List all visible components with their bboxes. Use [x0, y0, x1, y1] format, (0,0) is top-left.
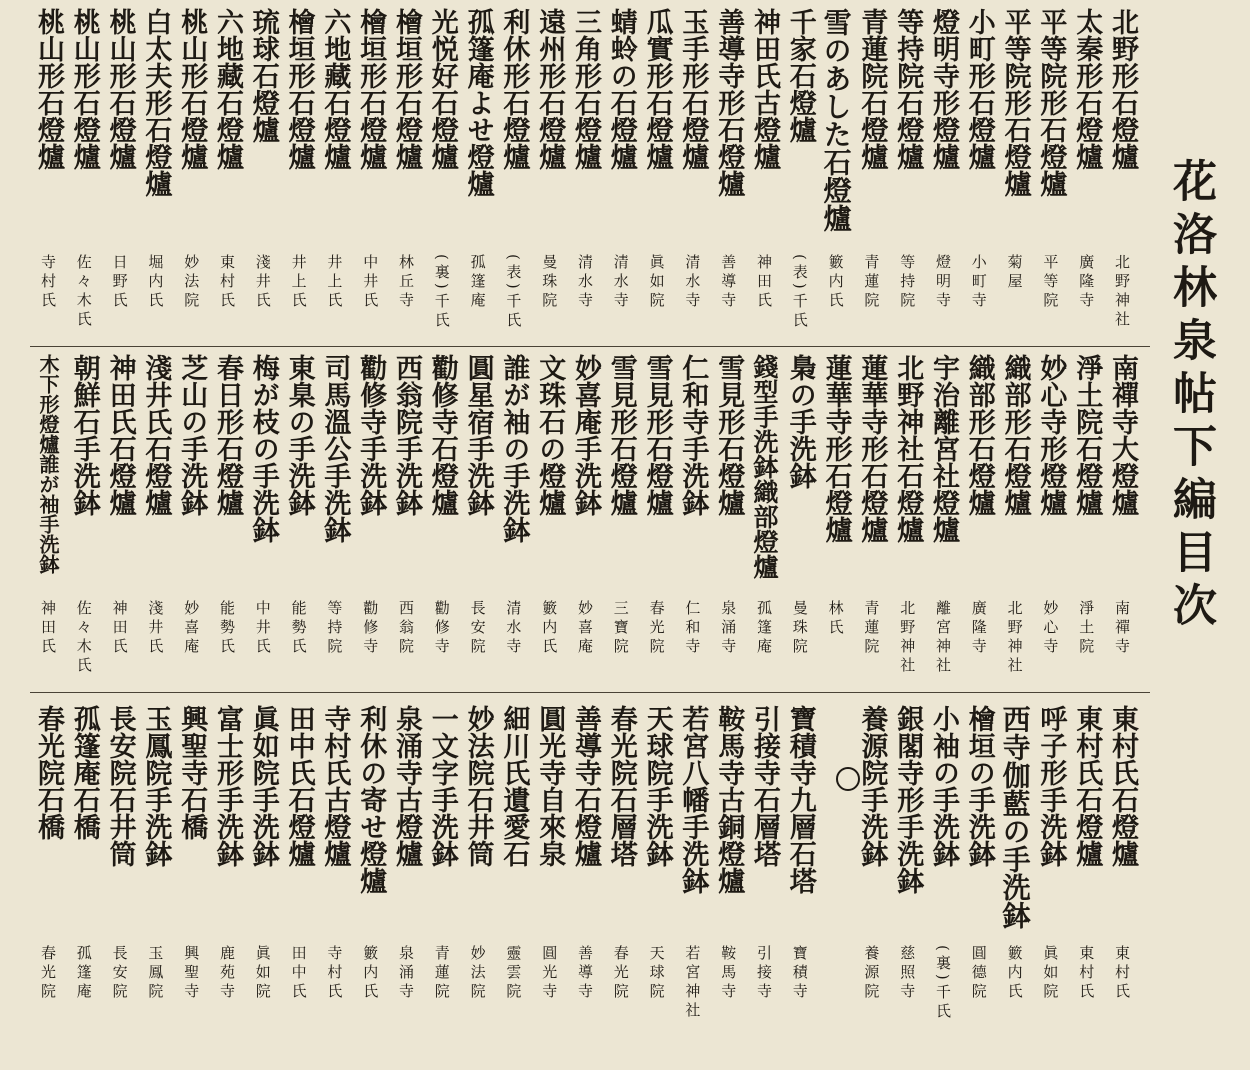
- entry-owner: 林丘寺: [397, 254, 415, 311]
- entry-title: 織部形石燈爐: [999, 354, 1031, 516]
- toc-entry: [137, 354, 173, 686]
- toc-entry: [818, 8, 854, 340]
- entry-title: 東村氏石燈爐: [1107, 705, 1138, 867]
- entry-owner: 勸修寺: [361, 600, 380, 657]
- toc-entry: [531, 705, 567, 1045]
- toc-entry: [531, 354, 567, 686]
- toc-entry: [66, 8, 102, 340]
- toc-entry: [209, 8, 245, 340]
- toc-entry: [281, 705, 317, 1045]
- entry-title: 神田氏石燈爐: [104, 354, 136, 516]
- entry-owner: 春光院: [611, 945, 630, 1002]
- entry-title: 青蓮院石燈爐: [856, 8, 888, 170]
- toc-entry: [424, 8, 460, 340]
- toc-entry: [889, 705, 925, 1045]
- toc-entry: [173, 8, 209, 340]
- toc-entry: [1104, 354, 1140, 686]
- divider-rule: [30, 692, 1150, 693]
- entry-owner: 寺村氏: [325, 945, 344, 1002]
- entry-title: 遠州形石燈爐: [534, 8, 566, 170]
- entry-owner: 泉涌寺: [719, 600, 738, 657]
- entry-title: 春日形石燈爐: [212, 354, 243, 516]
- entry-owner: 中井氏: [361, 254, 380, 311]
- entry-owner: 廣隆寺: [1077, 254, 1096, 311]
- entry-title: 平等院形石燈爐: [999, 8, 1031, 197]
- entry-owner: 北野神社: [898, 600, 917, 676]
- entry-title: 六地藏石燈爐: [212, 8, 243, 170]
- entry-owner: 眞如院: [647, 254, 666, 311]
- entry-owner: 曼珠院: [790, 600, 809, 657]
- entry-owner: 圓德院: [969, 945, 988, 1002]
- toc-entry: [567, 8, 603, 340]
- entry-owner: 妙喜庵: [576, 600, 594, 657]
- entry-title: 寶積寺九層石塔: [784, 705, 816, 894]
- toc-entry: [352, 354, 388, 686]
- entry-owner: 慈照寺: [898, 945, 917, 1002]
- entry-owner: 井上氏: [289, 254, 308, 311]
- entry-owner: 籔内氏: [540, 600, 559, 657]
- entry-owner: 神田氏: [39, 600, 57, 657]
- entry-title: 圓光寺自來泉: [534, 705, 566, 867]
- entry-title: 西寺伽藍の手洗鉢: [998, 705, 1032, 929]
- toc-entry: [639, 8, 675, 340]
- entry-title: 宇治離宮社燈爐: [928, 354, 959, 543]
- entry-owner: 泉涌寺: [397, 945, 415, 1002]
- toc-entry: [388, 354, 424, 686]
- entry-owner: 田中氏: [289, 945, 308, 1002]
- toc-entry: [746, 705, 782, 1045]
- entry-title: 檜垣形石燈爐: [391, 8, 422, 170]
- entry-title: 利休形石燈爐: [498, 8, 530, 170]
- entry-title: 引接寺石層塔: [749, 705, 780, 867]
- toc-entry: [853, 8, 889, 340]
- entry-title: 東臬の手洗鉢: [283, 354, 315, 516]
- toc-entry: [30, 354, 66, 686]
- entry-title: 等持院石燈爐: [892, 8, 924, 170]
- entry-owner: 廣隆寺: [969, 600, 988, 657]
- toc-entry: [961, 354, 997, 686]
- toc-entry: [782, 705, 818, 1045]
- toc-entry: [281, 354, 317, 686]
- toc-entry: [173, 705, 209, 1045]
- entry-owner: 佐々木氏: [74, 600, 93, 676]
- entry-list: [30, 8, 1150, 340]
- entry-title: 圓星宿手洗鉢: [462, 354, 494, 516]
- entry-title: 富士形手洗鉢: [212, 705, 243, 867]
- entry-owner: 善導寺: [719, 254, 738, 311]
- toc-entry: [137, 8, 173, 340]
- entry-title: 春光院石橋: [33, 705, 64, 840]
- toc-entry: [245, 705, 281, 1045]
- toc-entry: [495, 354, 531, 686]
- entry-title: 蓮華寺形石燈爐: [820, 354, 852, 543]
- toc-entry: [102, 354, 138, 686]
- toc-entry: [818, 354, 854, 686]
- entry-owner: 菊屋: [1005, 254, 1024, 292]
- entry-title: 朝鮮石手洗鉢: [68, 354, 100, 516]
- toc-entry: [388, 705, 424, 1045]
- entry-owner: 西翁院: [397, 600, 415, 657]
- entry-title: 平等院形石燈爐: [1035, 8, 1067, 197]
- entry-owner: 青蓮院: [862, 254, 881, 311]
- toc-entry: [567, 354, 603, 686]
- entry-owner: 清水寺: [576, 254, 594, 311]
- entry-title: 養源院手洗鉢: [856, 705, 888, 867]
- entry-title: 利休の寄せ燈爐: [355, 705, 387, 894]
- entry-title: 檜垣形石燈爐: [355, 8, 387, 170]
- toc-entry: [1032, 8, 1068, 340]
- toc-entry: [102, 8, 138, 340]
- contents-band-middle: [30, 354, 1150, 686]
- entry-owner: (裏)千氏: [934, 945, 952, 1022]
- toc-entry: [1068, 705, 1104, 1045]
- entry-owner: 日野氏: [110, 254, 129, 311]
- toc-entry: [639, 354, 675, 686]
- entry-owner: 東村氏: [1077, 945, 1096, 1002]
- entry-title: 寺村氏古燈爐: [319, 705, 351, 867]
- toc-entry: [102, 705, 138, 1045]
- entry-title: 仁和寺手洗鉢: [677, 354, 709, 516]
- toc-entry: [603, 705, 639, 1045]
- toc-entry: [853, 354, 889, 686]
- entry-owner: 燈明寺: [934, 254, 952, 311]
- entry-title: 蓮華寺形石燈爐: [856, 354, 888, 543]
- toc-entry: [674, 354, 710, 686]
- entry-owner: 等持院: [898, 254, 917, 311]
- entry-title: 長安院石井筒: [104, 705, 136, 867]
- entry-title: 細川氏遺愛石: [498, 705, 530, 867]
- entry-title: 小町形石燈爐: [963, 8, 995, 170]
- entry-title: 眞如院手洗鉢: [247, 705, 279, 867]
- toc-entry: [352, 8, 388, 340]
- entry-title: 檜垣形石燈爐: [283, 8, 315, 170]
- entry-owner: 孤篷庵: [755, 600, 773, 657]
- entry-title: 鞍馬寺古銅燈爐: [713, 705, 745, 894]
- entry-owner: 能勢氏: [218, 600, 236, 657]
- entry-title: 蜻蛉の石燈爐: [605, 8, 637, 170]
- entry-owner: 東村氏: [218, 254, 236, 311]
- entry-title: 誰が袖の手洗鉢: [498, 354, 530, 543]
- toc-entry: [316, 705, 352, 1045]
- entry-owner: 淺井氏: [253, 254, 272, 311]
- entry-owner: 井上氏: [325, 254, 344, 311]
- entry-owner: 仁和寺: [683, 600, 702, 657]
- toc-entry: [782, 354, 818, 686]
- entry-owner: 籔内氏: [1005, 945, 1024, 1002]
- toc-entry: [710, 705, 746, 1045]
- toc-entry: [1104, 705, 1140, 1045]
- entry-owner: 北野神社: [1113, 254, 1131, 330]
- entry-owner: 南禪寺: [1113, 600, 1131, 657]
- entry-owner: 平等院: [1041, 254, 1060, 311]
- toc-entry: [424, 354, 460, 686]
- toc-entry: [245, 8, 281, 340]
- entry-owner: 勸修寺: [432, 600, 451, 657]
- entry-title: 興聖寺石橋: [176, 705, 208, 840]
- entry-title: 桃山形石燈爐: [33, 8, 64, 170]
- page-title: 花洛林泉帖下編目次: [1165, 158, 1216, 635]
- entry-owner: 東村氏: [1113, 945, 1131, 1002]
- toc-entry: [746, 8, 782, 340]
- entry-title: 檜垣の手洗鉢: [963, 705, 995, 867]
- toc-entry: [782, 8, 818, 340]
- entry-title: 梅が枝の手洗鉢: [247, 354, 279, 543]
- entry-owner: 北野神社: [1005, 600, 1024, 676]
- toc-entry: [1032, 705, 1068, 1045]
- entry-title: 玉手形石燈爐: [677, 8, 709, 170]
- entry-title: 太秦形石燈爐: [1071, 8, 1103, 170]
- entry-title: 田中氏石燈爐: [283, 705, 315, 867]
- toc-entry: [961, 8, 997, 340]
- section-circle-mark: [836, 767, 860, 791]
- entry-title: 勸修寺石燈爐: [426, 354, 458, 516]
- toc-entry: [674, 8, 710, 340]
- toc-entry: [460, 705, 496, 1045]
- entry-title: 梟の手洗鉢: [784, 354, 816, 489]
- entry-owner: 堀内氏: [146, 254, 165, 311]
- toc-entry: [746, 354, 782, 686]
- entry-owner: 妙喜庵: [182, 600, 201, 657]
- entry-owner: 籔内氏: [826, 254, 845, 311]
- entry-owner: 寶積寺: [790, 945, 809, 1002]
- entry-title: 千家石燈爐: [784, 8, 816, 143]
- entry-title: 善導寺形石燈爐: [713, 8, 745, 197]
- entry-owner: 曼珠院: [540, 254, 559, 311]
- entry-title: 善導寺石燈爐: [570, 705, 601, 867]
- entry-title: 桃山形石燈爐: [176, 8, 208, 170]
- entry-title: 雪のあした石燈爐: [819, 8, 853, 232]
- entry-owner: 春光院: [39, 945, 57, 1002]
- toc-entry: [209, 705, 245, 1045]
- entry-title: 桃山形石燈爐: [104, 8, 136, 170]
- entry-owner: 妙心寺: [1041, 600, 1060, 657]
- toc-entry: [66, 354, 102, 686]
- contents-band-lower: [30, 705, 1150, 1045]
- toc-entry: [460, 8, 496, 340]
- toc-entry: [495, 8, 531, 340]
- entry-title: 銀閣寺形手洗鉢: [892, 705, 924, 894]
- toc-entry: [137, 705, 173, 1045]
- entry-title: 琉球石燈爐: [247, 8, 279, 143]
- contents-band-upper: [30, 8, 1150, 340]
- entry-owner: 清水寺: [683, 254, 702, 311]
- entry-owner: 眞如院: [1041, 945, 1060, 1002]
- entry-owner: 三寶院: [611, 600, 630, 657]
- entry-title: 呼子形手洗鉢: [1035, 705, 1067, 867]
- toc-entry: [639, 705, 675, 1045]
- entry-title: 淨土院石燈爐: [1071, 354, 1103, 516]
- toc-entry: [316, 8, 352, 340]
- toc-entry: [209, 354, 245, 686]
- entry-title: 北野形石燈爐: [1107, 8, 1138, 170]
- entry-title: 雪見形石燈爐: [605, 354, 637, 516]
- toc-entry: [889, 8, 925, 340]
- toc-entry: [889, 354, 925, 686]
- entry-owner: 孤篷庵: [74, 945, 93, 1002]
- entry-title: 泉涌寺古燈爐: [391, 705, 422, 867]
- entry-title: 芝山の手洗鉢: [176, 354, 208, 516]
- toc-entry: [997, 354, 1033, 686]
- entry-owner: 天球院: [647, 945, 666, 1002]
- toc-entry: [674, 705, 710, 1045]
- entry-owner: 春光院: [647, 600, 666, 657]
- entry-title: 妙喜庵手洗鉢: [570, 354, 601, 516]
- entry-owner: 鞍馬寺: [719, 945, 738, 1002]
- toc-entry: [495, 705, 531, 1045]
- toc-entry: [925, 8, 961, 340]
- toc-entry: [424, 705, 460, 1045]
- toc-entry: [1104, 8, 1140, 340]
- entry-owner: 若宮神社: [683, 945, 702, 1021]
- entry-owner: 神田氏: [110, 600, 129, 657]
- entry-title: 淺井氏石燈爐: [140, 354, 172, 516]
- entry-title: 錢型手洗鉢織部燈爐: [750, 354, 779, 579]
- entry-title: 妙心寺形燈爐: [1035, 354, 1067, 516]
- entry-title: 織部形石燈爐: [963, 354, 995, 516]
- entry-owner: 林氏: [826, 600, 845, 638]
- entry-title: 天球院手洗鉢: [641, 705, 673, 867]
- toc-entry: [961, 705, 997, 1045]
- entry-title: 神田氏古燈爐: [749, 8, 780, 170]
- entry-title: 瓜實形石燈爐: [641, 8, 673, 170]
- toc-entry: [245, 354, 281, 686]
- entry-owner: 籔内氏: [361, 945, 380, 1002]
- entry-owner: 妙法院: [468, 945, 487, 1002]
- entry-title: 孤篷庵よせ燈爐: [462, 8, 494, 197]
- entry-owner: 寺村氏: [39, 254, 57, 311]
- entry-list: [30, 354, 1150, 686]
- toc-entry: [281, 8, 317, 340]
- entry-title: 西翁院手洗鉢: [391, 354, 422, 516]
- entry-owner: 中井氏: [253, 600, 272, 657]
- toc-entry: [316, 354, 352, 686]
- entry-title: 六地藏石燈爐: [319, 8, 351, 170]
- entry-owner: 眞如院: [253, 945, 272, 1002]
- entry-title: 小袖の手洗鉢: [928, 705, 959, 867]
- entry-title: 白太夫形石燈爐: [140, 8, 172, 197]
- entry-title: 孤篷庵石橋: [68, 705, 100, 840]
- toc-entry: [818, 705, 854, 1045]
- toc-entry: [1068, 354, 1104, 686]
- entry-owner: 淺井氏: [146, 600, 165, 657]
- entry-owner: 小町寺: [969, 254, 988, 311]
- entry-title: 南禪寺大燈爐: [1107, 354, 1138, 516]
- entry-title: 司馬溫公手洗鉢: [319, 354, 351, 543]
- entry-owner: 養源院: [862, 945, 881, 1002]
- toc-entry: [66, 705, 102, 1045]
- entry-title: 燈明寺形燈爐: [928, 8, 959, 170]
- toc-entry: [603, 354, 639, 686]
- entry-owner: 妙法院: [182, 254, 201, 311]
- entry-owner: 青蓮院: [862, 600, 881, 657]
- toc-entry: [531, 8, 567, 340]
- toc-entry: [173, 354, 209, 686]
- toc-entry: [925, 705, 961, 1045]
- entry-owner: 圓光寺: [540, 945, 559, 1002]
- entry-title: 光悦好石燈爐: [426, 8, 458, 170]
- entry-title: 春光院石層塔: [605, 705, 637, 867]
- entry-owner: 佐々木氏: [74, 254, 93, 330]
- entry-owner: (表)千氏: [504, 254, 523, 331]
- entry-owner: 靈雲院: [504, 945, 523, 1002]
- entry-owner: 長安院: [468, 600, 487, 657]
- entry-owner: 玉鳳院: [146, 945, 165, 1002]
- entry-title: 木下形燈爐誰が袖手洗鉢: [36, 354, 60, 574]
- entry-title: 一文字手洗鉢: [426, 705, 458, 867]
- toc-entry: [710, 354, 746, 686]
- entry-owner: (裏)千氏: [432, 254, 451, 331]
- toc-entry: [603, 8, 639, 340]
- entry-owner: 淨土院: [1077, 600, 1096, 657]
- toc-entry: [710, 8, 746, 340]
- entry-owner: 長安院: [110, 945, 129, 1002]
- entry-title: 三角形石燈爐: [570, 8, 601, 170]
- entry-owner: 離宮神社: [934, 600, 952, 676]
- entry-owner: 引接寺: [755, 945, 773, 1002]
- divider-rule: [30, 346, 1150, 347]
- toc-entry: [853, 705, 889, 1045]
- entry-list: [30, 705, 1150, 1045]
- toc-entry: [925, 354, 961, 686]
- entry-owner: 等持院: [325, 600, 344, 657]
- entry-title: 東村氏石燈爐: [1071, 705, 1103, 867]
- toc-entry: [30, 705, 66, 1045]
- entry-title: 雪見形石燈爐: [713, 354, 745, 516]
- entry-title: 若宮八幡手洗鉢: [677, 705, 709, 894]
- toc-entry: [1032, 354, 1068, 686]
- entry-title: 玉鳳院手洗鉢: [140, 705, 172, 867]
- entry-owner: 興聖寺: [182, 945, 201, 1002]
- toc-entry: [352, 705, 388, 1045]
- entry-owner: 清水寺: [504, 600, 523, 657]
- entry-title: 妙法院石井筒: [462, 705, 494, 867]
- entry-owner: 孤篷庵: [468, 254, 487, 311]
- entry-owner: 鹿苑寺: [218, 945, 236, 1002]
- toc-entry: [1068, 8, 1104, 340]
- toc-entry: [30, 8, 66, 340]
- entry-owner: (表)千氏: [790, 254, 809, 331]
- entry-title: 文珠石の燈爐: [534, 354, 566, 516]
- entry-title: 北野神社石燈爐: [892, 354, 924, 543]
- toc-entry: [460, 354, 496, 686]
- toc-entry: [997, 705, 1033, 1045]
- entry-owner: 清水寺: [611, 254, 630, 311]
- toc-entry: [567, 705, 603, 1045]
- toc-entry: [997, 8, 1033, 340]
- entry-title: 雪見形石燈爐: [641, 354, 673, 516]
- entry-owner: 能勢氏: [289, 600, 308, 657]
- entry-title: 桃山形石燈爐: [68, 8, 100, 170]
- entry-owner: 神田氏: [755, 254, 773, 311]
- entry-owner: 青蓮院: [432, 945, 451, 1002]
- toc-entry: [388, 8, 424, 340]
- entry-title: 勸修寺手洗鉢: [355, 354, 387, 516]
- entry-owner: 善導寺: [576, 945, 594, 1002]
